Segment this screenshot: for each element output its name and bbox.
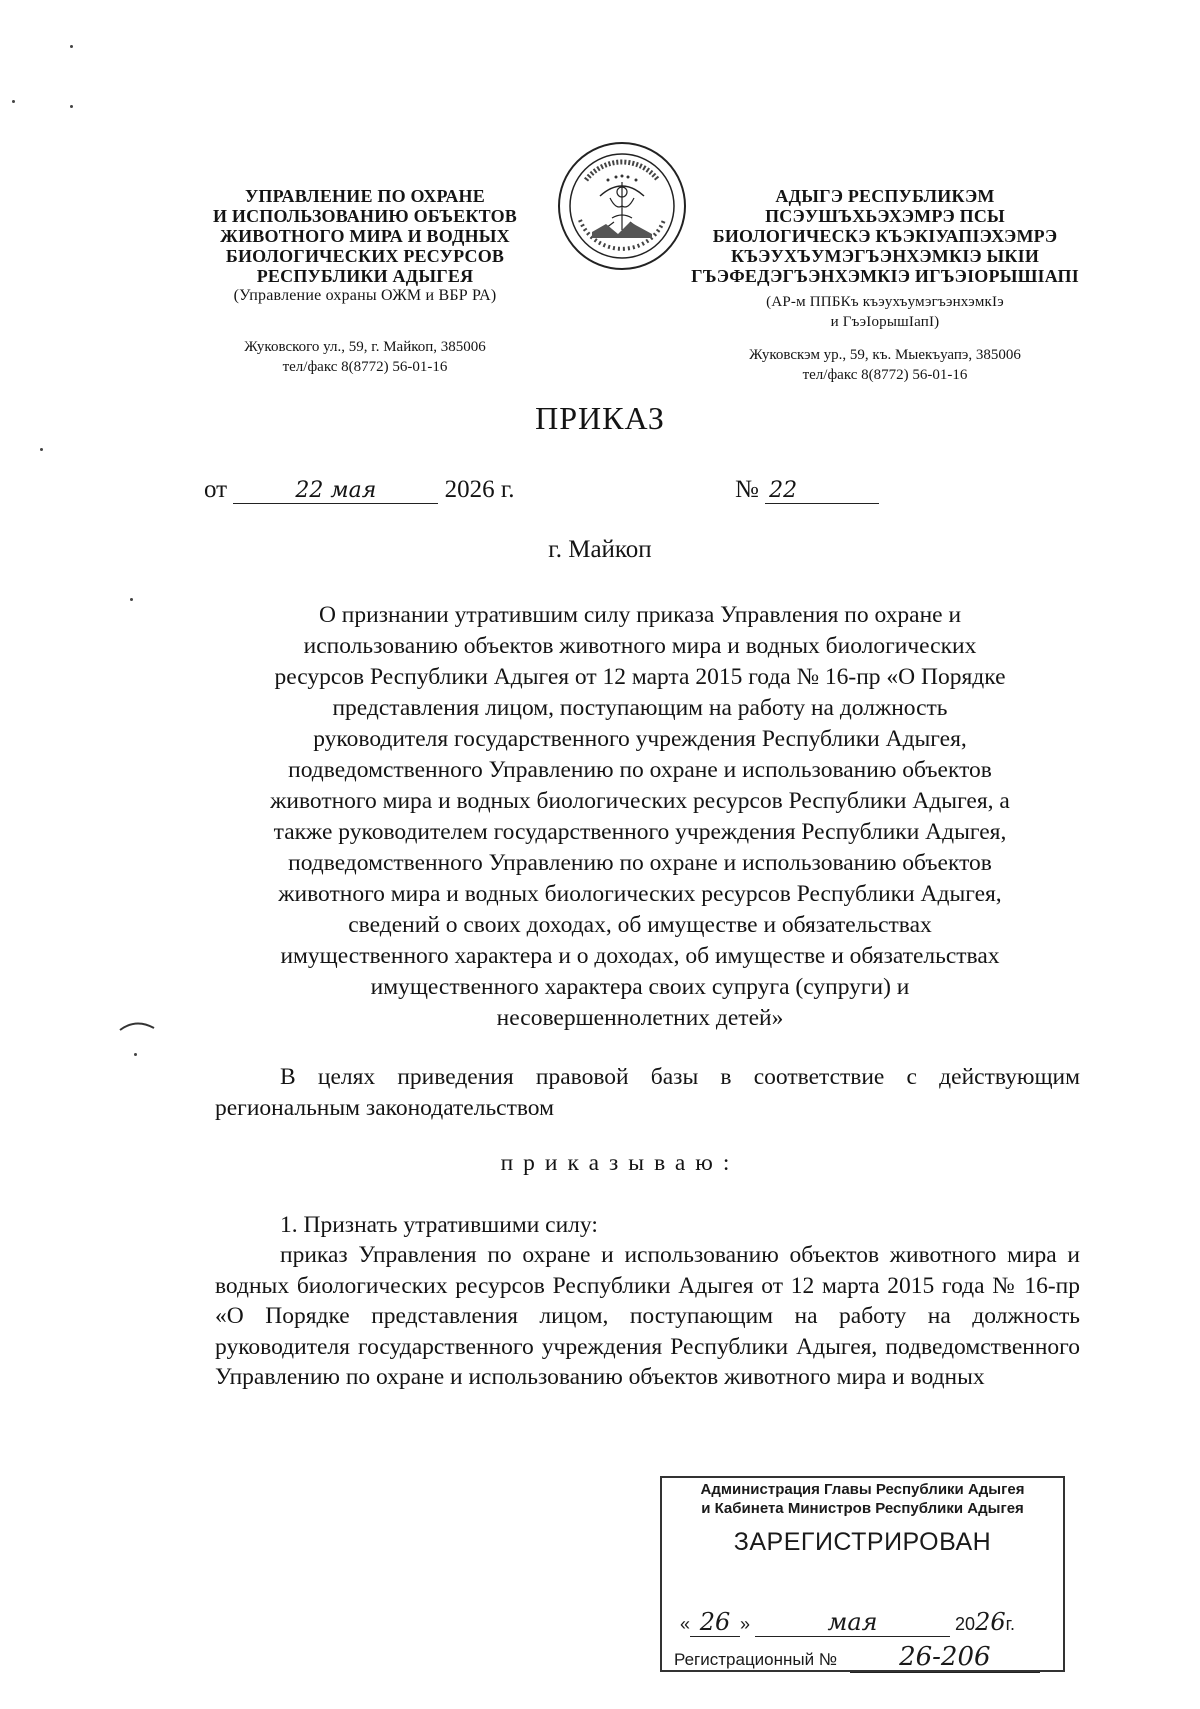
stamp-year-tail: г.: [1005, 1614, 1015, 1634]
header-right-abbr: [690, 292, 1080, 332]
header-right-abbr-line: и ГъэIорышIапI): [830, 314, 940, 330]
scan-speck: [70, 45, 73, 48]
number-line: [735, 476, 879, 504]
number-prefix: №: [735, 476, 759, 503]
scan-speck: [130, 598, 133, 601]
scan-speck: [70, 105, 73, 108]
subject-line: подведомственного Управлению по охране и использованию объектов: [288, 757, 992, 783]
item-1-body: приказ Управления по охране и использованию объектов животного мира и водных биологических ресурсов Республики Адыгея от 12 марта 2015 года № 16-пр «О Порядке представления лицом, поступающим на работу на должность руководителя государственного учреждения Республики Адыгея, подведомственного Управлению по охране и использованию объектов животного мира и водных: [215, 1242, 1080, 1390]
subject-line: использованию объектов животного мира и водных биологических: [303, 633, 977, 659]
header-left-line: И ИСПОЛЬЗОВАНИЮ ОБЪЕКТОВ: [213, 206, 517, 226]
stamp-org-line: и Кабинета Министров Республики Адыгея: [701, 1500, 1024, 1517]
header-right-address-block: [690, 345, 1080, 385]
subject-line: сведений о своих доходах, об имуществе и обязательствах: [348, 912, 932, 938]
header-left-address-block: [190, 337, 540, 377]
coat-of-arms-emblem: [556, 140, 688, 272]
header-left-address: Жуковского ул., 59, г. Майкоп, 385006: [244, 339, 486, 355]
stamp-registration: [674, 1642, 1059, 1673]
header-left-line: УПРАВЛЕНИЕ ПО ОХРАНЕ: [245, 186, 485, 206]
item-1-heading: 1. Признать утратившими силу:: [280, 1212, 598, 1238]
header-left-line: РЕСПУБЛИКИ АДЫГЕЯ: [256, 266, 474, 286]
subject-line: руководителя государственного учреждения Республики Адыгея,: [313, 726, 967, 752]
stamp-year-suffix: 26: [975, 1608, 1006, 1636]
header-right-line: БИОЛОГИЧЕСКЭ КЪЭКIУАПIЭХЭМРЭ: [712, 226, 1058, 246]
date-prefix: от: [204, 476, 228, 503]
scan-speck: [12, 100, 15, 103]
subject-line: имущественного характера и о доходах, об имуществе и обязательствах: [280, 943, 1000, 969]
order-word: приказываю:: [500, 1150, 740, 1176]
subject-line: также руководителем государственного учреждения Республики Адыгея,: [273, 819, 1007, 845]
header-right-abbr-line: (АР-м ППБКъ къэухъумэгъэнхэмкIэ: [766, 294, 1004, 310]
header-right-line: ГЪЭФЕДЭГЪЭНХЭМКIЭ ИГЪЭIОРЫШIАПI: [691, 266, 1079, 286]
order-subject: [215, 600, 1065, 1034]
city: г. Майкоп: [548, 536, 652, 563]
subject-line: О признании утратившим силу приказа Управления по охране и: [318, 602, 962, 628]
document-title: ПРИКАЗ: [535, 400, 665, 436]
stamp-month: мая: [755, 1608, 950, 1637]
header-left-org: [190, 186, 540, 306]
header-left-line: БИОЛОГИЧЕСКИХ РЕСУРСОВ: [225, 246, 505, 266]
stamp-year-prefix: 20: [955, 1614, 976, 1634]
stamp-day: 26: [690, 1608, 740, 1637]
scan-speck: [134, 1053, 137, 1056]
stamp-date: « 26 » мая 2026г.: [680, 1608, 1015, 1636]
header-right-line: ПСЭУШЪХЬЭХЭМРЭ ПСЫ: [765, 206, 1005, 226]
stamp-reg-label: Регистрационный №: [674, 1650, 838, 1669]
header-right-address: Жуковскэм ур., 59, къ. Мыекъуапэ, 385006: [749, 347, 1021, 363]
subject-line: несовершеннолетних детей»: [496, 1005, 784, 1031]
header-left-line: ЖИВОТНОГО МИРА И ВОДНЫХ: [220, 226, 510, 246]
subject-line: животного мира и водных биологических ресурсов Республики Адыгея,: [278, 881, 1002, 907]
number-handwritten: 22: [765, 478, 879, 504]
subject-line: подведомственного Управлению по охране и использованию объектов: [288, 850, 992, 876]
date-handwritten: 22 мая: [233, 478, 438, 504]
registration-stamp: [660, 1476, 1065, 1672]
scan-speck: [40, 448, 43, 451]
stamp-reg-number: 26-206: [850, 1642, 1040, 1673]
stamp-org-line: Администрация Главы Республики Адыгея: [700, 1481, 1025, 1498]
stamp-status: ЗАРЕГИСТРИРОВАН: [733, 1528, 992, 1556]
date-line: [204, 476, 515, 504]
subject-line: животного мира и водных биологических ресурсов Республики Адыгея, а: [270, 788, 1010, 814]
preamble-paragraph: В целях приведения правовой базы в соответствие с действующим региональным законодательством: [215, 1064, 1080, 1121]
header-right-org: [690, 186, 1080, 332]
subject-line: представления лицом, поступающим на работу на должность: [332, 695, 948, 721]
scan-mark: [118, 1018, 158, 1032]
header-right-line: АДЫГЭ РЕСПУБЛИКЭМ: [775, 186, 995, 206]
date-year: 2026 г.: [444, 476, 515, 503]
header-right-phone: тел/факс 8(8772) 56-01-16: [802, 367, 968, 383]
stamp-organization: [662, 1478, 1063, 1518]
header-left-abbr: (Управление охраны ОЖМ и ВБР РА): [233, 287, 497, 304]
subject-line: ресурсов Республики Адыгея от 12 марта 2015 года № 16-пр «О Порядке: [274, 664, 1006, 690]
subject-line: имущественного характера своих супруга (супруги) и: [370, 974, 910, 1000]
header-right-line: КЪЭУХЪУМЭГЪЭНХЭМКIЭ ЫКIИ: [730, 246, 1040, 266]
header-left-phone: тел/факс 8(8772) 56-01-16: [282, 359, 448, 375]
